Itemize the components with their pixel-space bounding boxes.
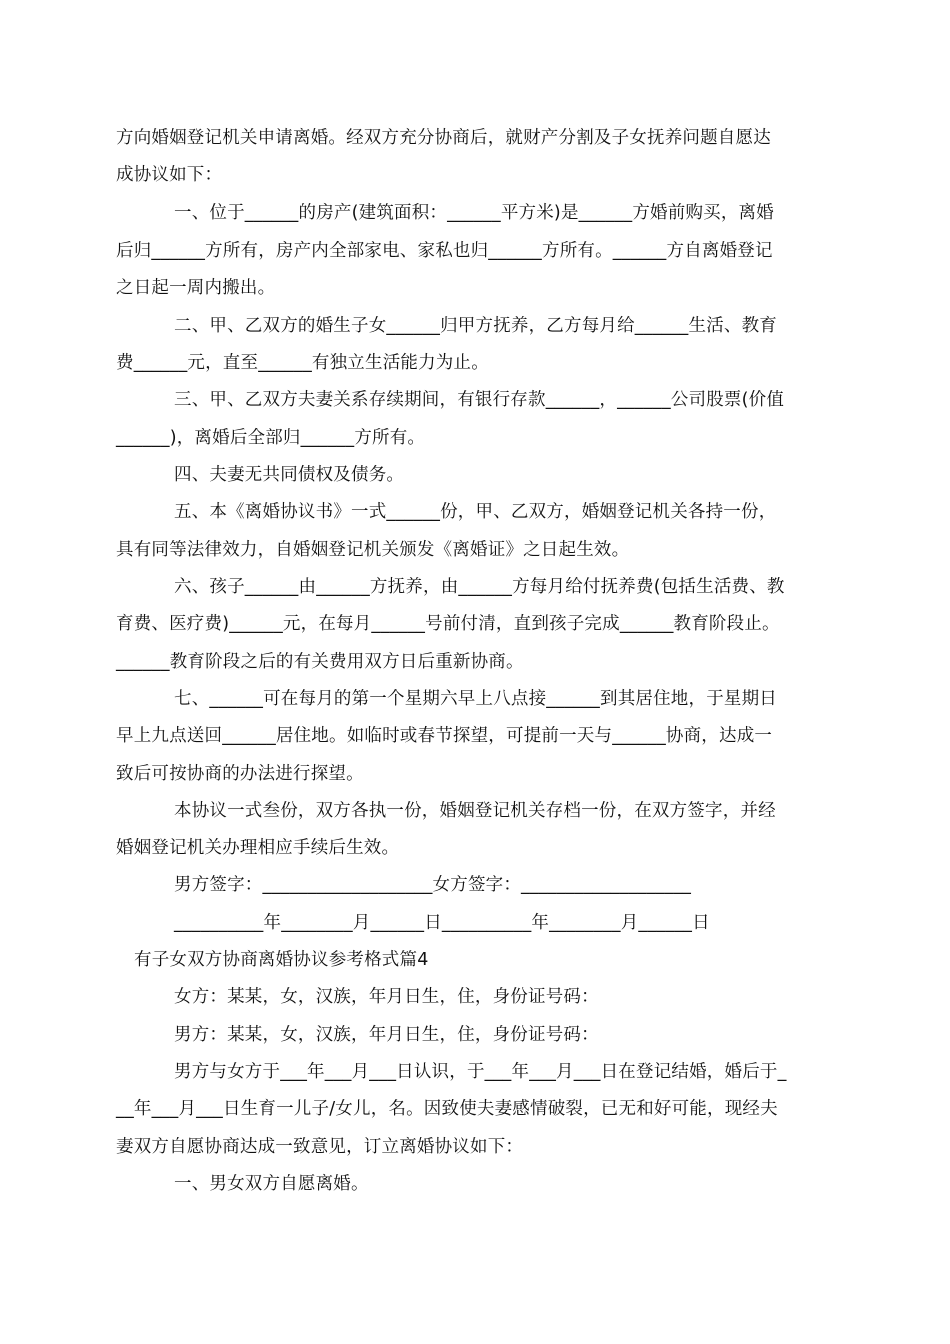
clause-4-line: 四、夫妻无共同债权及债务。 (174, 465, 405, 485)
clause-3-line: ______)，离婚后全部归______方所有。 (116, 428, 426, 448)
section-heading: 有子女双方协商离婚协议参考格式篇4 (134, 950, 429, 970)
clause-6-line: ______教育阶段之后的有关费用双方日后重新协商。 (116, 652, 524, 672)
clause-6-line: 六、孩子______由______方抚养，由______方每月给付抚养费(包括生活费、教 (174, 577, 785, 597)
party-male-line: 男方：某某，女，汉族，年月日生，住，身份证号码： (174, 1025, 599, 1045)
clause-1-line: 一、男女双方自愿离婚。 (174, 1174, 369, 1194)
clause-7-line: 致后可按协商的办法进行探望。 (116, 764, 364, 784)
clause-2-line: 费______元，直至______有独立生活能力为止。 (116, 353, 489, 373)
clause-3-line: 三、甲、乙双方夫妻关系存续期间，有银行存款______，______公司股票(价值 (174, 390, 785, 410)
clause-1-line: 一、位于______的房产(建筑面积：______平方米)是______方婚前购买，离婚 (174, 203, 774, 223)
clause-7-line: 早上九点送回______居住地。如临时或春节探望，可提前一天与______协商，达成一 (116, 726, 773, 746)
closing-line: 婚姻登记机关办理相应手续后生效。 (116, 838, 400, 858)
date-line: __________年________月______日__________年________月______日 (174, 913, 710, 933)
signature-line: 男方签字：___________________女方签字：___________________ (174, 875, 692, 895)
clause-6-line: 育费、医疗费)______元，在每月______号前付清，直到孩子完成______教育阶段止。 (116, 614, 780, 634)
clause-7-line: 七、______可在每月的第一个星期六早上八点接______到其居住地，于星期日 (174, 689, 777, 709)
clause-5-line: 五、本《离婚协议书》一式______份，甲、乙双方，婚姻登记机关各持一份， (174, 502, 777, 522)
paragraph-line: 妻双方自愿协商达成一致意见，订立离婚协议如下： (116, 1137, 524, 1157)
paragraph-line: __年___月___日生育一儿子/女儿，名。因致使夫妻感情破裂，已无和好可能，现经夫 (116, 1099, 778, 1119)
closing-line: 本协议一式叁份，双方各执一份，婚姻登记机关存档一份，在双方签字，并经 (174, 801, 776, 821)
clause-5-line: 具有同等法律效力，自婚姻登记机关颁发《离婚证》之日起生效。 (116, 540, 630, 560)
paragraph-line: 方向婚姻登记机关申请离婚。经双方充分协商后，就财产分割及子女抚养问题自愿达 (116, 128, 771, 148)
paragraph-line: 成协议如下： (116, 165, 223, 185)
clause-1-line: 之日起一周内搬出。 (116, 278, 276, 298)
paragraph-line: 男方与女方于___年___月___日认识，于___年___月___日在登记结婚，婚后于_ (174, 1062, 787, 1082)
clause-2-line: 二、甲、乙双方的婚生子女______归甲方抚养，乙方每月给______生活、教育 (174, 316, 777, 336)
party-female-line: 女方：某某，女，汉族，年月日生，住，身份证号码： (174, 987, 599, 1007)
clause-1-line: 后归______方所有，房产内全部家电、家私也归______方所有。______方自离婚登记 (116, 241, 773, 261)
